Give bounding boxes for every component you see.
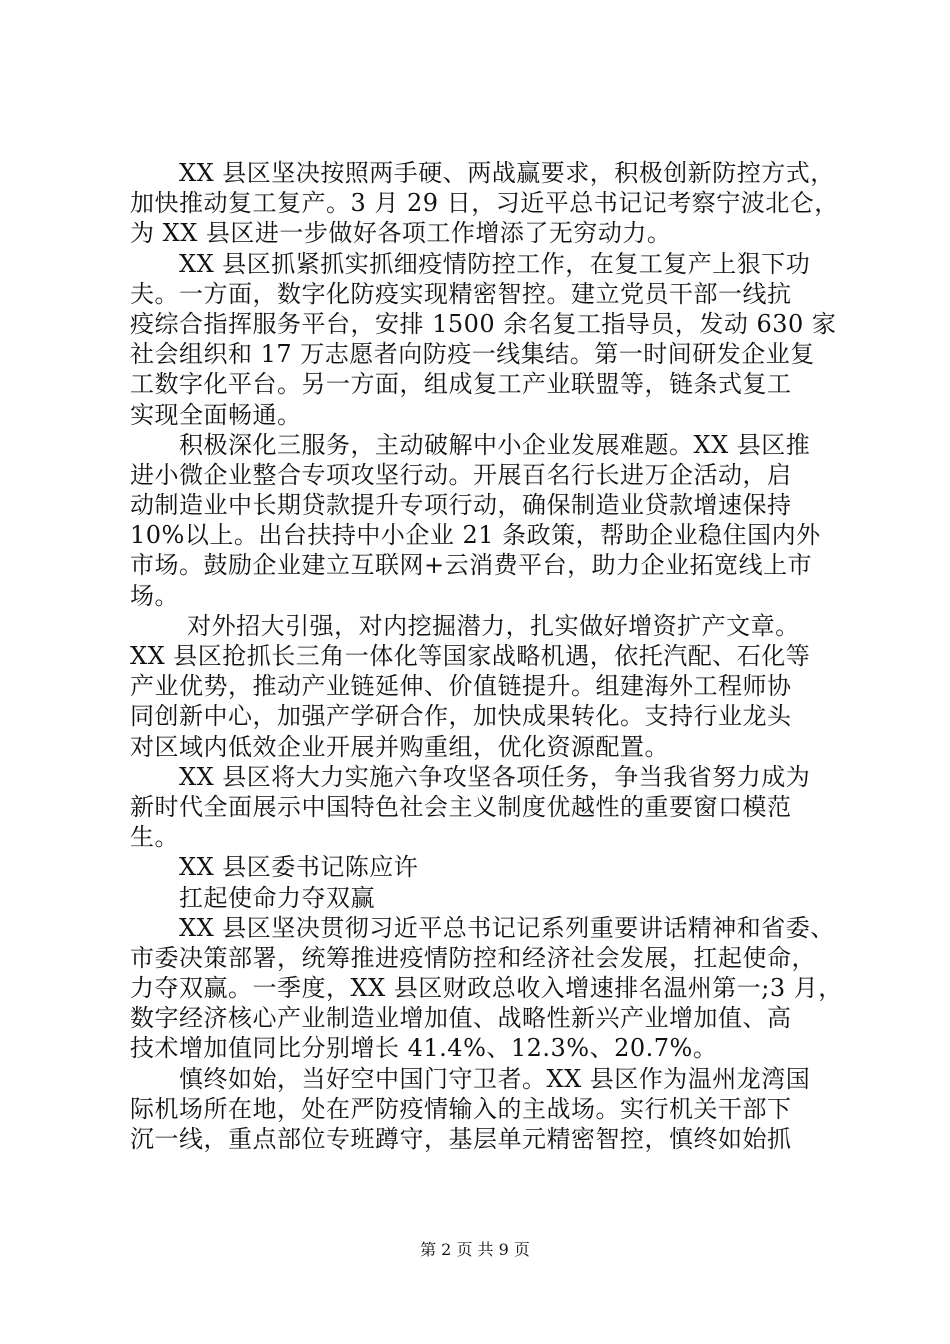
text-line: 力夺双赢。一季度，XX 县区财政总收入增速排名温州第一;3 月，: [130, 974, 843, 1003]
text-line: 实现全面畅通。: [130, 400, 302, 429]
text-line: 市委决策部署，统筹推进疫情防控和经济社会发展，扛起使命，: [130, 943, 816, 972]
text-line: 数字经济核心产业制造业增加值、战略性新兴产业增加值、高: [130, 1004, 792, 1033]
text-line: 进小微企业整合专项攻坚行动。开展百名行长进万企活动，启: [130, 460, 792, 489]
text-line: XX 县区抢抓长三角一体化等国家战略机遇，依托汽配、石化等: [130, 642, 811, 670]
text-line: 积极深化三服务，主动破解中小企业发展难题。XX 县区推: [130, 430, 811, 459]
page-number-label: 第 2 页 共 9 页: [420, 1240, 530, 1259]
text-line: 疫综合指挥服务平台，安排 1500 余名复工指导员，发动 630 家: [130, 309, 837, 338]
text-line: 同创新中心，加强产学研合作，加快成果转化。支持行业龙头: [130, 702, 792, 731]
text-line: 场。: [130, 581, 179, 610]
text-line: 动制造业中长期贷款提升专项行动，确保制造业贷款增速保持: [130, 491, 792, 520]
text-line: 工数字化平台。另一方面，组成复工产业联盟等，链条式复工: [130, 370, 792, 399]
text-line: 为 XX 县区进一步做好各项工作增添了无穷动力。: [130, 219, 672, 248]
text-line: XX 县区将大力实施六争攻坚各项任务，争当我省努力成为: [130, 762, 811, 791]
text-line: 加快推动复工复产。3 月 29 日，习近平总书记记考察宁波北仑，: [130, 189, 839, 218]
text-line: 技术增加值同比分别增长 41.4%、12.3%、20.7%。: [130, 1034, 718, 1063]
text-line: 产业优势，推动产业链延伸、价值链提升。组建海外工程师协: [130, 672, 792, 701]
text-line: 生。: [130, 823, 179, 852]
text-line: XX 县区坚决按照两手硬、两战赢要求，积极创新防控方式，: [130, 159, 835, 187]
text-line: XX 县区坚决贯彻习近平总书记记系列重要讲话精神和省委、: [130, 913, 835, 942]
page-footer: [0, 1240, 950, 1260]
text-line: 际机场所在地，处在严防疫情输入的主战场。实行机关干部下: [130, 1094, 792, 1123]
text-line: 10%以上。出台扶持中小企业 21 条政策，帮助企业稳住国内外: [130, 521, 821, 550]
text-line: 社会组织和 17 万志愿者向防疫一线集结。第一时间研发企业复: [130, 340, 815, 369]
text-line: 沉一线，重点部位专班蹲守，基层单元精密智控，慎终如始抓: [130, 1125, 792, 1153]
text-line: 扛起使命力夺双赢: [130, 883, 375, 912]
text-line: 慎终如始，当好空中国门守卫者。XX 县区作为温州龙湾国: [130, 1064, 811, 1093]
document-body: [130, 158, 843, 1154]
text-line: 对区域内低效企业开展并购重组，优化资源配置。: [130, 732, 669, 761]
text-line: 夫。一方面，数字化防疫实现精密智控。建立党员干部一线抗: [130, 279, 792, 308]
text-line: 新时代全面展示中国特色社会主义制度优越性的重要窗口模范: [130, 792, 792, 821]
text-line: 对外招大引强，对内挖掘潜力，扎实做好增资扩产文章。: [130, 611, 800, 640]
text-line: 市场。鼓励企业建立互联网+云消费平台，助力企业拓宽线上市: [130, 551, 813, 580]
text-line: XX 县区委书记陈应许: [130, 853, 419, 882]
text-line: XX 县区抓紧抓实抓细疫情防控工作，在复工复产上狠下功: [130, 249, 811, 278]
